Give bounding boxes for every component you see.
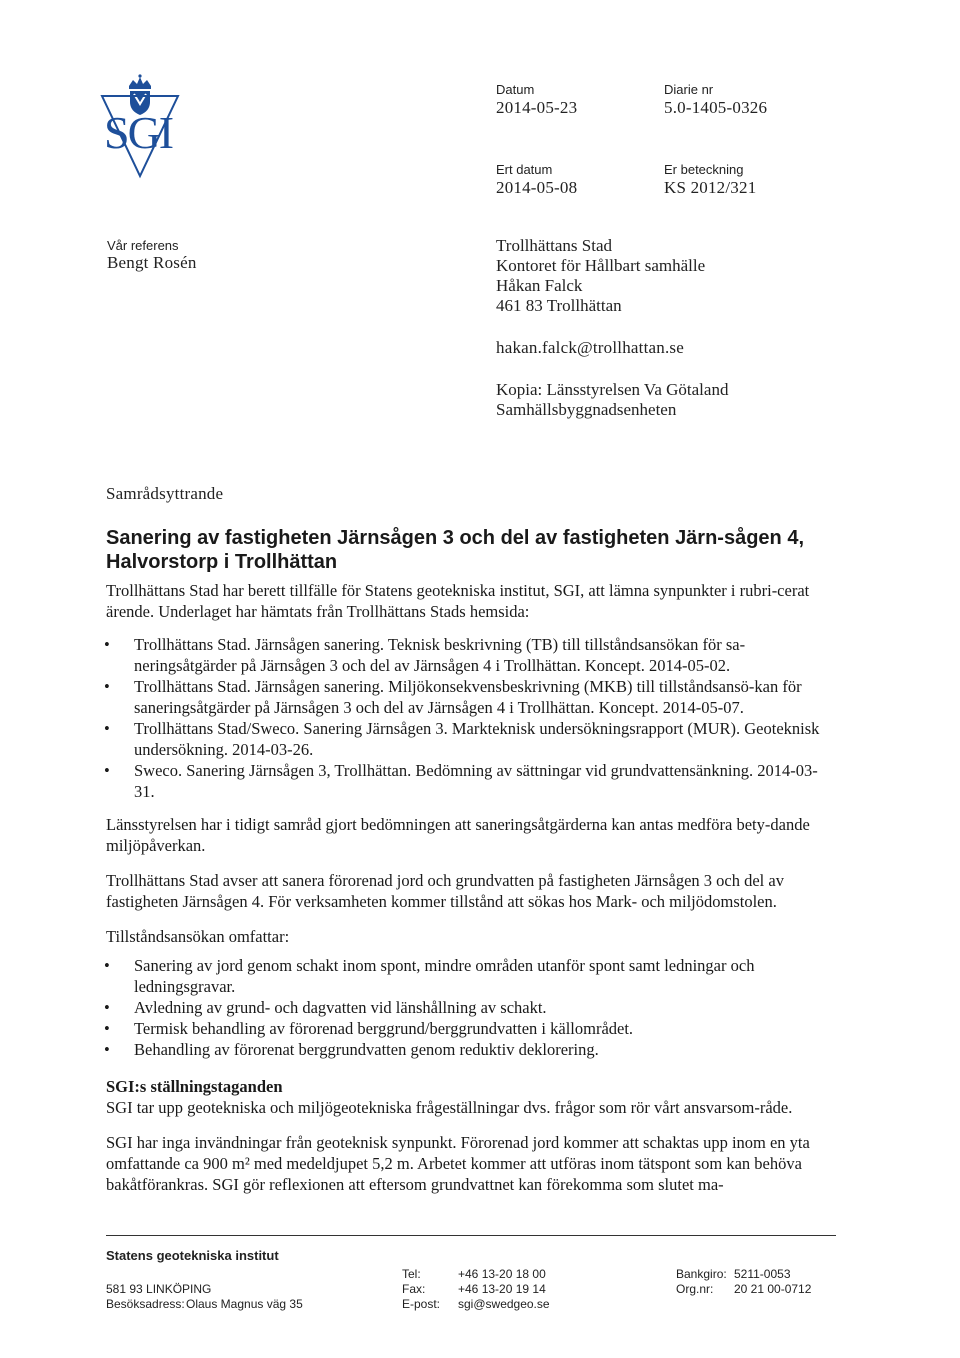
recipient-line: Trollhättans Stad (496, 236, 613, 255)
recipient-line: Kontoret för Hållbart samhälle (496, 256, 706, 275)
sgi-heading: SGI:s ställningstaganden (106, 1077, 283, 1096)
recipient-line: Håkan Falck (496, 276, 583, 295)
paragraph: Länsstyrelsen har i tidigt samråd gjort bedömningen att saneringsåtgärderna kan antas medföra bety-dande miljöpåverkan. (106, 815, 810, 855)
list-item: • Avledning av grund- och dagvatten vid länshållning av schakt. (104, 998, 547, 1017)
footer-email-value[interactable]: sgi@swedgeo.se (458, 1297, 550, 1311)
list-item: • Trollhättans Stad. Järnsågen sanering. Teknisk beskrivning (TB) till tillståndsansökan för sa-neringsåtgärder på Järnsågen 3 och del av Järnsågen 4 i Trollhättan. Koncept. 2014-05-02. (104, 635, 746, 675)
document-type: Samrådsyttrande (106, 484, 224, 503)
sgi-logo (100, 72, 180, 182)
footer-tel-label: Tel: (402, 1267, 421, 1281)
var-referens-label: Vår referens (107, 238, 179, 253)
recipient-email[interactable]: hakan.falck@trollhattan.se (496, 338, 684, 357)
paragraph: SGI tar upp geotekniska och miljögeotekniska frågeställningar dvs. frågor som rör vårt ansvarsom-råde. (106, 1098, 793, 1117)
recipient-address (496, 236, 705, 316)
copy-recipient (496, 380, 728, 420)
diarie-label: Diarie nr (664, 82, 714, 97)
bullet-icon: • (104, 956, 110, 975)
intro-paragraph: Trollhättans Stad har berett tillfälle för Statens geotekniska institut, SGI, att lämna synpunkter i rubri-cerat ärende. Underlaget har hämtats från Trollhättans Stads hemsida: (106, 581, 810, 621)
footer-orgnr-label: Org.nr: (676, 1282, 714, 1296)
footer-fax-label: Fax: (402, 1282, 426, 1296)
source-list (76, 634, 836, 802)
document-title: Sanering av fastigheten Järnsågen 3 och del av fastigheten Järn-sågen 4, Halvorstorp i Trollhättan (106, 527, 805, 573)
paragraph: Trollhättans Stad avser att sanera förorenad jord och grundvatten på fastigheten Järnsågen 3 och del av fastigheten Järnsågen 4. För verksamheten kommer tillstånd att sökas hos Mark- och miljödomstolen. (106, 871, 784, 911)
diarie-value: 5.0-1405-0326 (664, 98, 768, 117)
list-item: • Sweco. Sanering Järnsågen 3, Trollhättan. Bedömning av sättningar vid grundvattensänkning. 2014-03-31. (104, 761, 818, 801)
bullet-icon: • (104, 1040, 110, 1059)
copy-line: Kopia: Länsstyrelsen Va Götaland (496, 380, 729, 399)
er-beteckning-label: Er beteckning (664, 162, 744, 177)
footer-bankgiro-label: Bankgiro: (676, 1267, 727, 1281)
ert-datum-value: 2014-05-08 (496, 178, 578, 197)
list-item: • Sanering av jord genom schakt inom spont, mindre områden utanför spont samt ledningar och ledningsgravar. (104, 956, 755, 996)
bullet-icon: • (104, 998, 110, 1017)
bullet-icon: • (104, 677, 110, 696)
footer-orgnr-value: 20 21 00-0712 (734, 1282, 812, 1296)
logo-text: SGI (104, 107, 173, 158)
footer-visit-value: Olaus Magnus väg 35 (186, 1297, 303, 1311)
footer-org-name: Statens geotekniska institut (106, 1248, 279, 1263)
footer-tel-value: +46 13-20 18 00 (458, 1267, 546, 1281)
bullet-icon: • (104, 761, 110, 780)
footer-fax-value: +46 13-20 19 14 (458, 1282, 546, 1296)
paragraph: SGI har inga invändningar från geoteknisk synpunkt. Förorenad jord kommer att schaktas upp inom en yta omfattande ca 900 m² med medeldjupet 5,2 m. Arbetet kommer att utföras inom tätspont som kan behöva bakåtförankras. SGI gör reflexionen att eftersom grundvattnet kan förekomma som slutet ma- (106, 1133, 810, 1194)
er-beteckning-value: KS 2012/321 (664, 178, 757, 197)
footer-postal: 581 93 LINKÖPING (106, 1282, 212, 1296)
footer-visit-label: Besöksadress: (106, 1297, 185, 1311)
list-item: • Trollhättans Stad/Sweco. Sanering Järnsågen 3. Markteknisk undersökningsrapport (MUR). Geoteknisk undersökning. 2014-03-26. (104, 719, 820, 759)
bullet-icon: • (104, 719, 110, 738)
copy-line: Samhällsbyggnadsenheten (496, 400, 677, 419)
application-list (76, 955, 836, 1060)
datum-label: Datum (496, 82, 535, 97)
bullet-icon: • (104, 1019, 110, 1038)
footer-divider (106, 1235, 836, 1236)
document-body (106, 580, 836, 1195)
ert-datum-label: Ert datum (496, 162, 553, 177)
bullet-icon: • (104, 635, 110, 654)
footer-bankgiro-value: 5211-0053 (734, 1267, 791, 1281)
application-heading: Tillståndsansökan omfattar: (106, 927, 290, 946)
recipient-line: 461 83 Trollhättan (496, 296, 622, 315)
footer-email-label: E-post: (402, 1297, 441, 1311)
datum-value: 2014-05-23 (496, 98, 578, 117)
list-item: • Behandling av förorenat berggrundvatten genom reduktiv deklorering. (104, 1040, 599, 1059)
var-referens-value: Bengt Rosén (107, 253, 197, 272)
list-item: • Trollhättans Stad. Järnsågen sanering. Miljökonsekvensbeskrivning (MKB) till tillståndsansö-kan för saneringsåtgärder på Järnsågen 3 och del av Järnsågen 4 i Trollhättan. Koncept. 2014-05-07. (104, 677, 802, 717)
list-item: • Termisk behandling av förorenad berggrund/berggrundvatten i källområdet. (104, 1019, 634, 1038)
